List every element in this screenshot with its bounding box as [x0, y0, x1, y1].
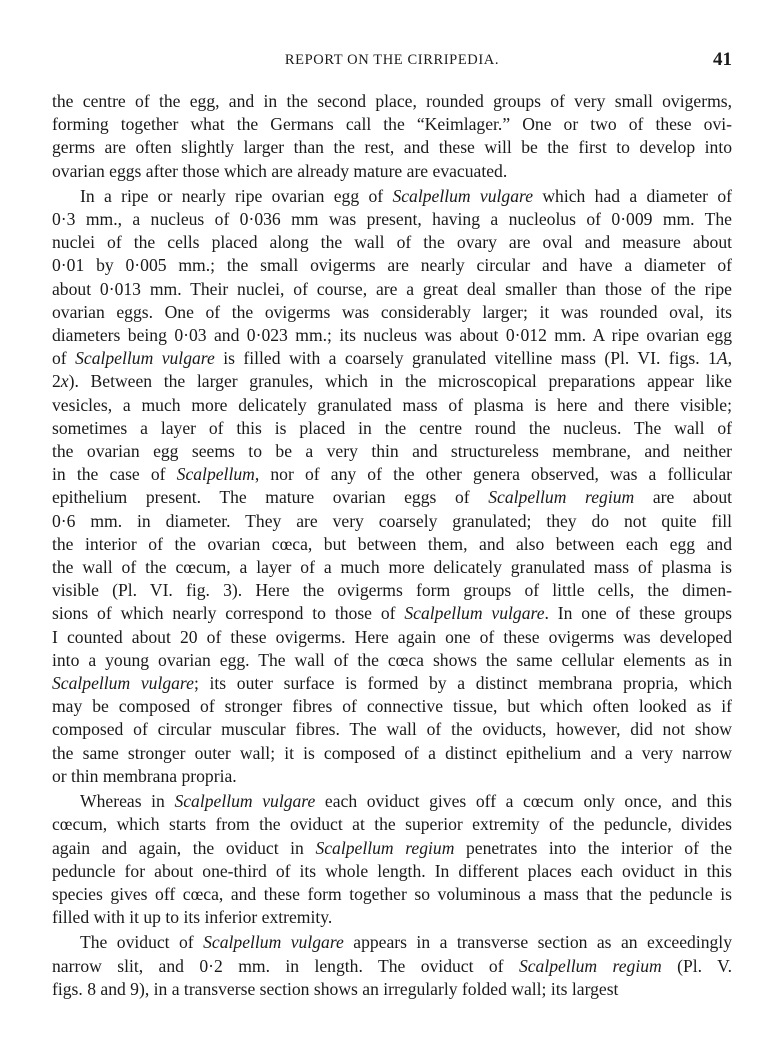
paragraph — [52, 90, 732, 183]
text-run: composed of circular muscular fibres. The wall of the oviducts, however, did not show — [52, 719, 732, 740]
text-line — [52, 883, 732, 906]
text-run: again and again, the oviduct in — [52, 837, 316, 858]
text-run: vesicles, a much more delicately granulated mass of plasma is here and there visible; — [52, 394, 732, 415]
text-line — [52, 649, 732, 672]
text-line — [52, 463, 732, 486]
page-number: 41 — [713, 49, 732, 70]
text-line — [52, 626, 732, 649]
text-run: is filled with a coarsely granulated vitelline mass (Pl. VI. figs. 1 — [214, 348, 717, 369]
italic-taxon: A — [716, 348, 728, 369]
text-run: visible (Pl. VI. fig. 3). Here the ovigerms form groups of little cells, the dimen- — [52, 580, 732, 601]
text-line — [52, 860, 732, 883]
text-line — [52, 931, 732, 954]
text-run: in the case of — [52, 464, 177, 485]
text-run: In a ripe or nearly ripe ovarian egg of — [80, 185, 393, 206]
text-run: germs are often slightly larger than the rest, and these will be the first to develop into — [52, 137, 732, 158]
italic-taxon: Scalpellum vulgare — [75, 348, 215, 369]
text-run: ovarian eggs. One of the ovigerms was considerably larger; it was rounded oval, its — [52, 301, 732, 322]
text-run: nuclei of the cells placed along the wall of the ovary are oval and measure about — [52, 232, 732, 253]
text-run: which had a diameter of — [533, 185, 733, 206]
text-run: 2 — [52, 371, 61, 392]
italic-taxon: x — [60, 371, 69, 392]
text-run: diameters being 0·03 and 0·023 mm.; its nucleus was about 0·012 mm. A ripe ovarian egg — [52, 325, 732, 346]
text-line — [52, 955, 732, 978]
text-line — [52, 486, 732, 509]
text-run: the centre of the egg, and in the second place, rounded groups of very small ovigerms, — [52, 91, 732, 111]
text-line — [52, 440, 732, 463]
text-run: ). Between the larger granules, which in the microscopical preparations appear like — [68, 371, 732, 392]
running-title: REPORT ON THE CIRRIPEDIA. — [284, 52, 500, 68]
running-head — [52, 49, 732, 71]
text-run: (Pl. V. — [661, 955, 732, 976]
italic-taxon: Scalpellum vulgare — [203, 932, 344, 953]
text-line — [52, 324, 732, 347]
text-run: 0·01 by 0·005 mm.; the small ovigerms are nearly circular and have a diameter of — [52, 255, 732, 276]
italic-taxon: Scalpellum regium — [488, 487, 635, 508]
text-run: into a young ovarian egg. The wall of the cœca shows the same cellular elements as in — [52, 649, 732, 670]
text-run: Whereas in — [80, 791, 175, 812]
italic-taxon: Scalpellum regium — [315, 837, 455, 858]
text-line — [52, 90, 732, 113]
text-run: 0·6 mm. in diameter. They are very coarsely granulated; they do not quite fill — [52, 510, 732, 531]
text-run: about 0·013 mm. Their nuclei, of course, are a great deal smaller than those of the ripe — [52, 278, 732, 299]
paragraph — [52, 790, 732, 929]
text-run: , — [727, 348, 732, 369]
text-line — [52, 672, 732, 695]
italic-taxon: Scalpellum vulgare — [174, 791, 316, 812]
text-line — [52, 417, 732, 440]
text-line — [52, 231, 732, 254]
italic-taxon: Scalpellum vulgare — [52, 673, 194, 694]
text-run: or thin membrana propria. — [52, 765, 237, 786]
text-run: figs. 8 and 9), in a transverse section shows an irregularly folded wall; its largest — [52, 978, 619, 999]
paragraph — [52, 931, 732, 1001]
text-line — [52, 695, 732, 718]
text-run: ovarian eggs after those which are already mature are evacuated. — [52, 160, 508, 181]
text-run: The oviduct of — [80, 932, 204, 953]
text-line — [52, 208, 732, 231]
text-line — [52, 254, 732, 277]
text-run: of — [52, 348, 76, 369]
text-run: the interior of the ovarian cœca, but between them, and also between each egg and — [52, 533, 732, 554]
italic-taxon: Scalpellum vulgare — [404, 603, 545, 624]
text-run: sometimes a layer of this is placed in the centre round the nucleus. The wall of — [52, 417, 732, 438]
text-line — [52, 906, 732, 929]
text-line — [52, 837, 732, 860]
text-run: , nor of any of the other genera observed, was a follicular — [254, 464, 732, 485]
text-line — [52, 718, 732, 741]
text-line — [52, 278, 732, 301]
text-line — [52, 533, 732, 556]
text-run: cœcum, which starts from the oviduct at the superior extremity of the peduncle, divides — [52, 814, 732, 835]
text-line — [52, 394, 732, 417]
text-line — [52, 510, 732, 533]
text-run: filled with it up to its inferior extremity. — [52, 907, 333, 928]
text-run: are about — [634, 487, 733, 508]
text-line — [52, 742, 732, 765]
paragraph — [52, 185, 732, 788]
text-line — [52, 790, 732, 813]
text-run: narrow slit, and 0·2 mm. in length. The oviduct of — [52, 955, 519, 976]
text-line — [52, 160, 732, 183]
text-line — [52, 813, 732, 836]
text-run: forming together what the Germans call the “Keimlager.” One or two of these ovi- — [52, 114, 732, 135]
text-run: . In one of these groups — [544, 603, 733, 624]
text-run: appears in a transverse section as an exceedingly — [343, 932, 732, 953]
text-line — [52, 301, 732, 324]
text-run: epithelium present. The mature ovarian eggs of — [52, 487, 489, 508]
text-line — [52, 978, 732, 1001]
italic-taxon: Scalpellum vulgare — [392, 185, 534, 206]
text-run: I counted about 20 of these ovigerms. Here again one of these ovigerms was developed — [52, 626, 732, 647]
text-run: sions of which nearly correspond to those of — [52, 603, 405, 624]
text-line — [52, 765, 732, 788]
text-run: peduncle for about one-third of its whole length. In different places each oviduct in this — [52, 860, 732, 881]
italic-taxon: Scalpellum — [176, 464, 255, 485]
text-run: ; its outer surface is formed by a distinct membrana propria, which — [193, 673, 733, 694]
text-line — [52, 579, 732, 602]
text-run: the ovarian egg seems to be a very thin and structureless membrane, and neither — [52, 441, 732, 462]
text-line — [52, 370, 732, 393]
text-run: the same stronger outer wall; it is composed of a distinct epithelium and a very narrow — [52, 742, 732, 763]
text-line — [52, 347, 732, 370]
body-text — [52, 90, 732, 1001]
italic-taxon: Scalpellum regium — [518, 955, 662, 976]
text-line — [52, 136, 732, 159]
text-line — [52, 185, 732, 208]
text-line — [52, 556, 732, 579]
text-run: may be composed of stronger fibres of connective tissue, but which often looked as if — [52, 696, 732, 717]
text-run: each oviduct gives off a cœcum only once, and this — [315, 791, 732, 812]
text-run: 0·3 mm., a nucleus of 0·036 mm was present, having a nucleolus of 0·009 mm. The — [52, 209, 732, 230]
text-run: species gives off cœca, and these form together so voluminous a mass that the peduncle is — [52, 883, 732, 904]
text-run: penetrates into the interior of the — [454, 837, 733, 858]
text-run: the wall of the cœcum, a layer of a much more delicately granulated mass of plasma is — [52, 557, 732, 578]
text-line — [52, 113, 732, 136]
text-line — [52, 602, 732, 625]
